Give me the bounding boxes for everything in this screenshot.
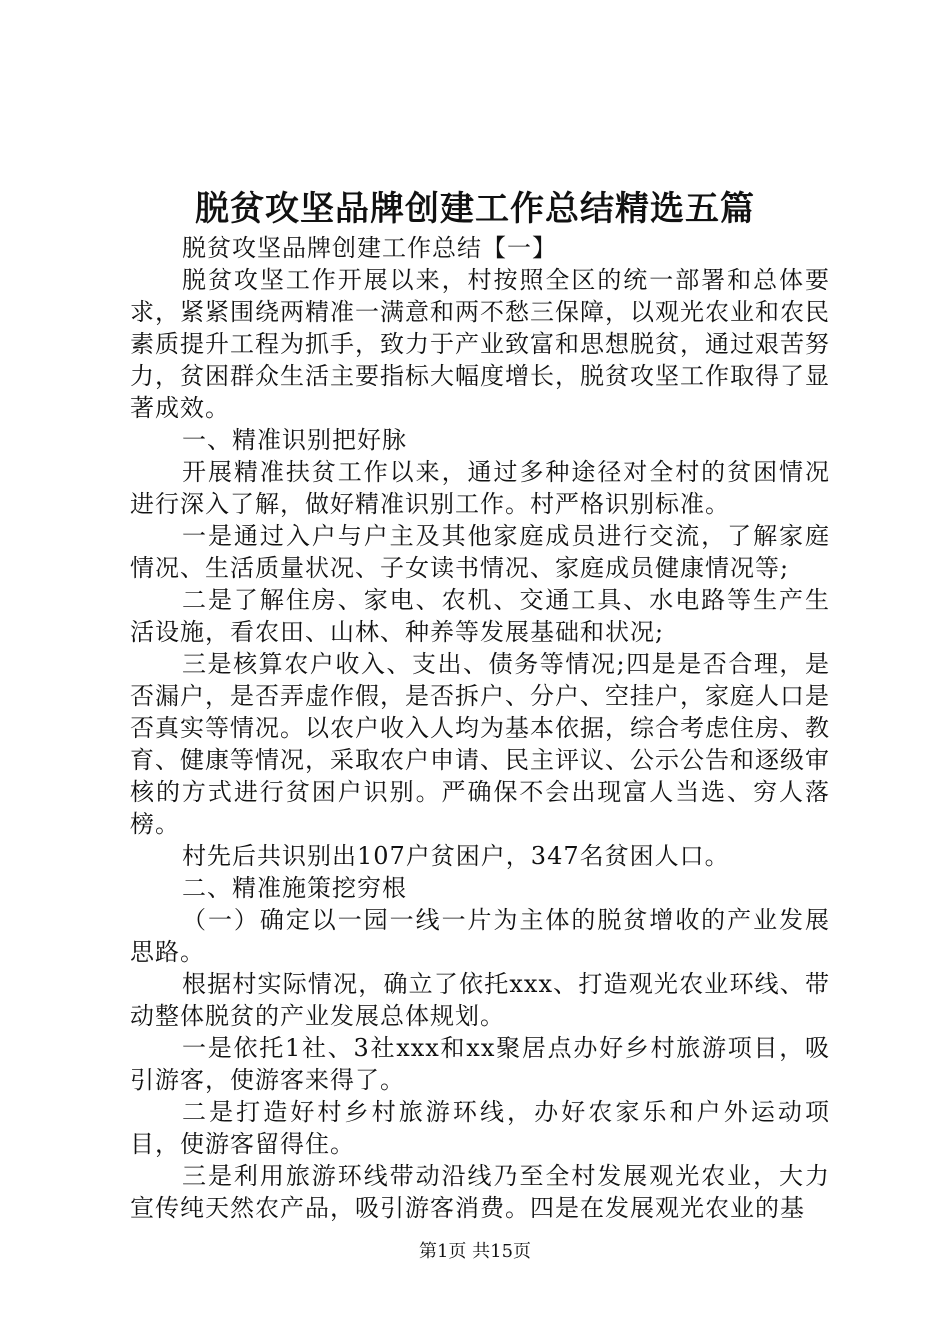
paragraph-section-heading: 脱贫攻坚品牌创建工作总结【一】 — [182, 234, 557, 262]
paragraph-subheading: 一、精准识别把好脉 — [182, 426, 407, 454]
paragraph: 开展精准扶贫工作以来，通过多种途径对全村的贫困情况进行深入了解，做好精准识别工作。村严格识别标准。 — [130, 458, 830, 518]
paragraph-subheading: 二、精准施策挖穷根 — [182, 874, 407, 902]
paragraph: 脱贫攻坚工作开展以来，村按照全区的统一部署和总体要求，紧紧围绕两精准一满意和两不愁三保障，以观光农业和农民素质提升工程为抓手，致力于产业致富和思想脱贫，通过艰苦努力，贫困群众生活主要指标大幅度增长，脱贫攻坚工作取得了显著成效。 — [130, 266, 830, 422]
paragraph: 一是通过入户与户主及其他家庭成员进行交流，了解家庭情况、生活质量状况、子女读书情况、家庭成员健康情况等; — [130, 522, 830, 582]
paragraph: 村先后共识别出107户贫困户，347名贫困人口。 — [182, 842, 730, 870]
paragraph: 二是了解住房、家电、农机、交通工具、水电路等生产生活设施，看农田、山林、种养等发展基础和状况; — [130, 586, 830, 646]
document-body — [130, 232, 830, 1224]
paragraph: 二是打造好村乡村旅游环线，办好农家乐和户外运动项目，使游客留得住。 — [130, 1098, 830, 1158]
document-title: 脱贫攻坚品牌创建工作总结精选五篇 — [195, 189, 755, 229]
paragraph: 根据村实际情况，确立了依托xxx、打造观光农业环线、带动整体脱贫的产业发展总体规划。 — [130, 970, 830, 1030]
paragraph: 三是核算农户收入、支出、债务等情况;四是是否合理，是否漏户，是否弄虚作假，是否拆户、分户、空挂户，家庭人口是否真实等情况。以农户收入人均为基本依据，综合考虑住房、教育、健康等情况，采取农户申请、民主评议、公示公告和逐级审核的方式进行贫困户识别。严确保不会出现富人当选、穷人落榜。 — [130, 650, 830, 838]
paragraph: 三是利用旅游环线带动沿线乃至全村发展观光农业，大力宣传纯天然农产品，吸引游客消费。四是在发展观光农业的基 — [130, 1162, 830, 1222]
page-number-footer: 第1页 共15页 — [418, 1241, 532, 1262]
paragraph: （一）确定以一园一线一片为主体的脱贫增收的产业发展思路。 — [130, 906, 830, 966]
paragraph: 一是依托1社、3社xxx和xx聚居点办好乡村旅游项目，吸引游客，使游客来得了。 — [130, 1034, 830, 1094]
